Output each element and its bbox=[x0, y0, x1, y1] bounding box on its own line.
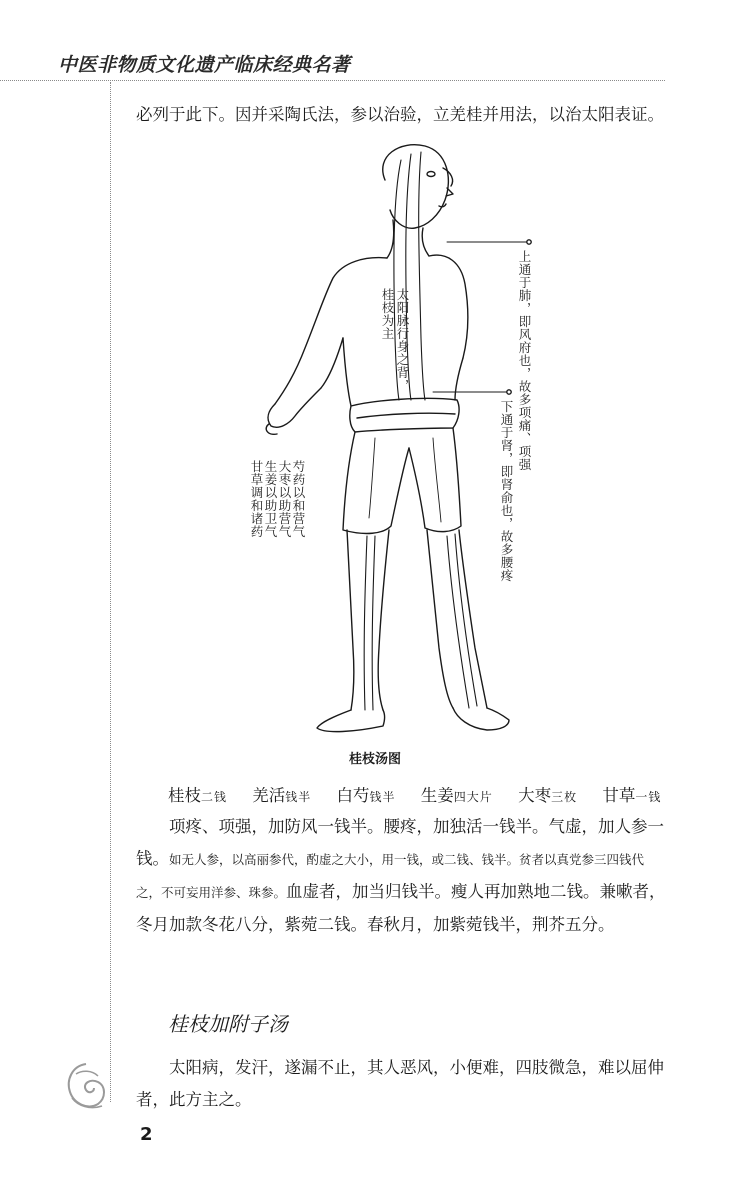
margin-divider bbox=[110, 82, 111, 1102]
label-left-col3: 生姜以助卫气 bbox=[263, 460, 278, 538]
ingredient-item bbox=[337, 786, 396, 805]
modification-note: 如无人参，以高丽参代，酌虚之大小，用一钱，或二钱、钱半。贫者以真党参三四钱代之，不可妄用洋参、珠参。 bbox=[136, 852, 645, 900]
ingredient-item bbox=[602, 786, 661, 805]
ingredient-name: 大枣 bbox=[518, 786, 552, 805]
label-left-col4: 甘草调和诸药 bbox=[249, 460, 264, 538]
intro-paragraph: 必列于此下。因并采陶氏法，参以治验，立羌桂并用法，以治太阳表证。 bbox=[136, 105, 664, 124]
indication-paragraph: 太阳病，发汗，遂漏不止，其人恶风，小便难，四肢微急，难以屈伸者，此方主之。 bbox=[136, 1058, 664, 1109]
ingredient-dose: 钱半 bbox=[285, 790, 312, 804]
running-header-title: 中医非物质文化遗产临床经典名著 bbox=[58, 54, 351, 76]
label-upper-right: 上通于肺，即风府也，故多项痛、项强 bbox=[517, 250, 532, 471]
ingredient-dose: 一钱 bbox=[635, 790, 662, 804]
label-spine-b: 桂枝为主 bbox=[380, 288, 395, 340]
ingredient-name: 甘草 bbox=[602, 786, 636, 805]
section-heading: 桂枝加附子汤 bbox=[168, 1012, 288, 1036]
ingredient-item bbox=[518, 786, 577, 805]
ingredient-dose: 二钱 bbox=[201, 790, 228, 804]
ingredient-dose: 钱半 bbox=[369, 790, 396, 804]
label-left-col2: 大枣以助营气 bbox=[277, 460, 292, 538]
ingredient-item bbox=[421, 786, 493, 805]
ingredient-dose: 三枚 bbox=[551, 790, 578, 804]
ingredient-item bbox=[252, 786, 311, 805]
figure-caption: 桂枝汤图 bbox=[348, 752, 401, 767]
header-divider bbox=[0, 80, 665, 81]
ingredient-name: 白芍 bbox=[336, 786, 370, 805]
label-lower-right: 下通于肾，即肾俞也，故多腰疼 bbox=[499, 400, 514, 582]
label-left-col1: 芍药以和营气 bbox=[291, 460, 306, 538]
label-spine-a: 太阳脉行身之背， bbox=[395, 288, 410, 392]
modification-text-1: 项疼、项强，加防风一钱半。腰疼，加独活一钱半。气虚，加人参一钱。 bbox=[136, 817, 664, 868]
ingredient-name: 生姜 bbox=[420, 786, 454, 805]
ingredient-name: 桂枝 bbox=[168, 786, 201, 805]
modification-paragraph bbox=[136, 811, 666, 941]
ingredient-dose: 四大片 bbox=[453, 790, 493, 804]
ingredient-name: 羌活 bbox=[252, 786, 286, 805]
ingredient-item bbox=[168, 786, 227, 805]
ingredient-list bbox=[168, 782, 688, 806]
guizhi-decoction-figure bbox=[225, 138, 555, 738]
modification-text-2: 血虚者，加当归钱半。瘦人再加熟地二钱。兼嗽者，冬月加款冬花八分，紫菀二钱。春秋月，加紫菀钱半，荆芥五分。 bbox=[136, 882, 666, 934]
cloud-emblem-icon bbox=[62, 1058, 110, 1114]
page-number: 2 bbox=[140, 1124, 153, 1145]
